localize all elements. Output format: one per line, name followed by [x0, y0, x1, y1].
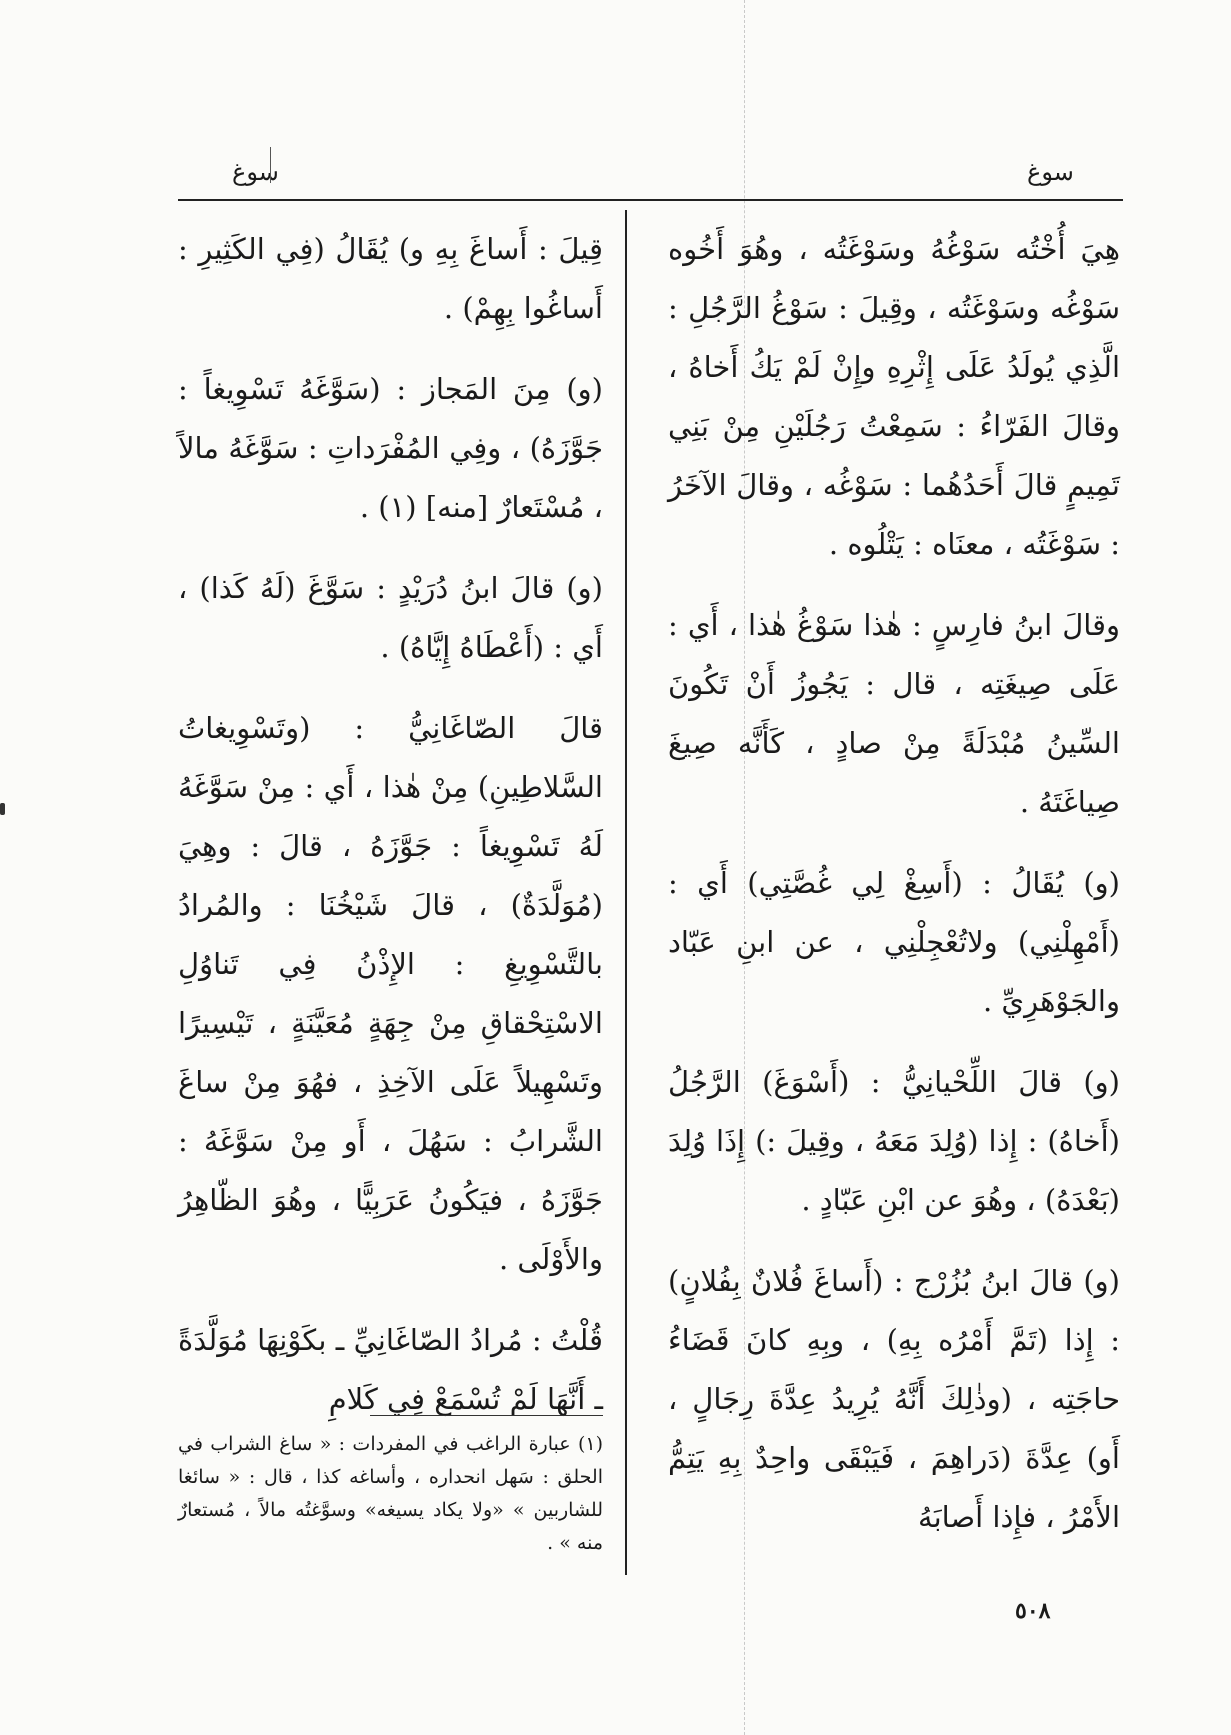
right-paragraph-5: (و) قالَ ابنُ بُزُرْج : (أَساغَ فُلانٌ بِفُلانٍ) : إِذا (تَمَّ أَمْرُه بِهِ) ، وبِهِ كانَ قَضَاءُ حاجَتِه ، (وذٰلِكَ أَنَّهُ يُرِيدُ عِدَّةَ رِجَالٍ ، أَو) عِدَّةَ (دَراهِمَ ، فَيَبْقَى واحِدٌ بِهِ يَتِمُّ الأَمْرُ ، فإِذا أَصابَهُ [668, 1264, 1120, 1534]
running-head-left: سوغ [232, 158, 279, 186]
column-divider [625, 210, 627, 1575]
right-paragraph-4: (و) قالَ اللِّحْيانِيُّ : (أَسْوَغَ) الرَّجُلُ (أَخاهُ) : إِذا (وُلِدَ مَعَهُ ، وقِيلَ :) إِذَا وُلِدَ (بَعْدَهُ) ، وهُوَ عن ابْنِ عَبّادٍ . [668, 1065, 1120, 1217]
footnote-rule [370, 1415, 603, 1416]
left-paragraph-2: (و) مِنَ المَجاز : (سَوَّغَهُ تَسْوِيغاً : جَوَّزَهُ) ، وفِي المُفْرَداتِ : سَوَّغَهُ مالاً ، مُسْتَعارٌ [منه] (١) . [178, 372, 603, 524]
left-paragraph-3: (و) قالَ ابنُ دُرَيْدٍ : سَوَّغَ (لَهُ كَذا) ، أَي : (أَعْطَاهُ إِيَّاهُ) . [178, 571, 603, 664]
right-paragraph-1: هِيَ أُخْتُه سَوْغُهُ وسَوْغَتُه ، وهُوَ أَخُوه سَوْغُه وسَوْغَتُه ، وقِيلَ : سَوْغُ الرَّجُلِ : الَّذِي يُولَدُ عَلَى إِثْرِهِ وإِنْ لَمْ يَكُ أَخاهُ ، وقالَ الفَرّاءُ : سَمِعْتُ رَجُلَيْنِ مِنْ بَنِي تَمِيمٍ قالَ أَحَدُهُما : سَوْغُه ، وقالَ الآخَرُ : سَوْغَتُه ، معنَاه : يَتْلُوه . [668, 232, 1120, 561]
right-paragraph-2: وقالَ ابنُ فارِسٍ : هٰذا سَوْغُ هٰذا ، أَي : عَلَى صِيغَتِه ، قال : يَجُوزُ أَنْ تَكُونَ السِّينُ مُبْدَلَةً مِنْ صادٍ ، كَأَنَّه صِيغَ صِياغَتَهُ . [668, 608, 1120, 819]
left-column [178, 220, 603, 1451]
footnote: (١) عبارة الراغب في المفردات : « ساغ الشراب في الحلق : سَهل انحداره ، وأساغه كذا ، قال : « سائغا للشاربين » «ولا يكاد يسيغه» وسوَّغتُه مالاً ، مُستعارٌ منه » . [178, 1433, 603, 1554]
left-paragraph-5: قُلْتُ : مُرادُ الصّاغَانِيِّ ـ بكَوْنِهَا مُوَلَّدَةً ـ أَنَّهَا لَمْ تُسْمَعْ فِي كَلامِ [178, 1323, 603, 1416]
right-column [668, 220, 1120, 1569]
running-head-right: سوغ [1027, 158, 1074, 186]
header-rule [178, 199, 1123, 201]
right-paragraph-3: (و) يُقَالُ : (أَسِغْ لِي غُصَّتِي) أَي : (أَمْهِلْنِي) ولاتُعْجِلْنِي ، عن ابنِ عَبّاد والجَوْهَرِيِّ . [668, 866, 1120, 1018]
left-paragraph-1: قِيلَ : أَساغَ بِهِ و) يُقَالُ (فِي الكَثِيرِ : أَساغُوا بِهِمْ) . [178, 232, 603, 325]
scan-edge-mark [0, 803, 5, 815]
left-paragraph-4: قالَ الصّاغَانِيُّ : (وتَسْوِيغاتُ السَّلاطِينِ) مِنْ هٰذا ، أَي : مِنْ سَوَّغَهُ لَهُ تَسْوِيغاً : جَوَّزَهُ ، قالَ : وهِيَ (مُوَلَّدَةٌ) ، قالَ شَيْخُنَا : والمُرادُ بالتَّسْوِيغِ : الإِذْنُ فِي تَناوُلِ الاسْتِحْقاقِ مِنْ جِهَةٍ مُعَيَّنَةٍ ، تَيْسِيرًا وتَسْهِيلاً عَلَى الآخِذِ ، فهُوَ مِنْ ساغَ الشَّرابُ : سَهُلَ ، أَو مِنْ سَوَّغَهُ : جَوَّزَهُ ، فيَكُونُ عَرَبِيًّا ، وهُوَ الظّاهِرُ والأَوْلَى . [178, 711, 603, 1276]
page-number: ٥٠٨ [1015, 1598, 1051, 1624]
running-head-mark [270, 147, 271, 183]
